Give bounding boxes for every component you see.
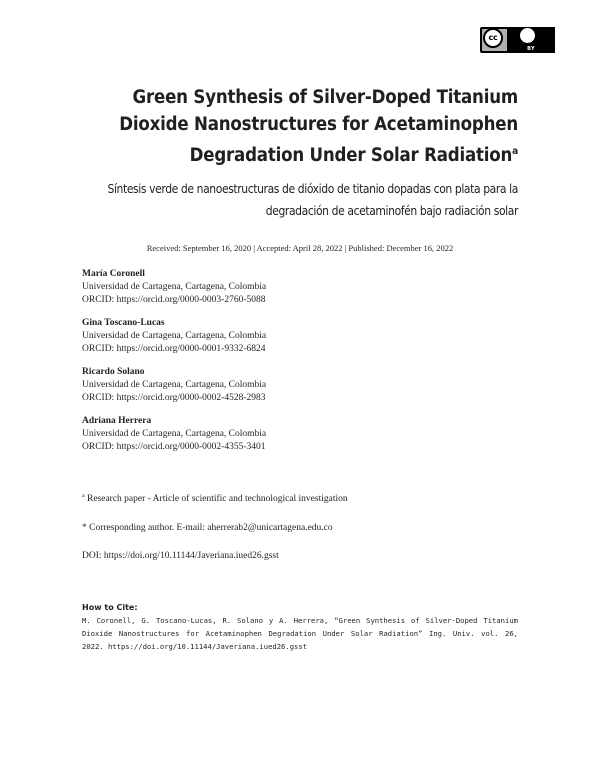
author-block — [82, 268, 522, 307]
author-affiliation: Universidad de Cartagena, Cartagena, Colombia — [82, 429, 267, 439]
publication-dates: Received: September 16, 2020 | Accepted: April 28, 2022 | Published: December 16, 2022 — [146, 243, 454, 253]
creative-commons-icon: cc — [483, 28, 503, 48]
citation-text: M. Coronell, G. Toscano-Lucas, R. Solano y A. Herrera, “Green Synthesis of Silver-Doped Titanium Dioxide Nanostructures for Acetaminophen Degradation Under Solar Radiation” Ing. Univ. vol. 26, 2022. https://doi.org/10.11144/Javeriana.iued26.gsst — [82, 616, 518, 651]
how-to-cite — [82, 601, 518, 653]
author-affiliation: Universidad de Cartagena, Cartagena, Colombia — [82, 282, 267, 292]
paper-subtitle-spanish: Síntesis verde de nanoestructuras de dióxido de titanio dopadas con plata para la degradación de acetaminofén bajo radiación solar — [107, 182, 518, 218]
author-block — [82, 415, 522, 454]
author-list — [82, 268, 522, 464]
author-name: Ricardo Solano — [82, 367, 145, 377]
cc-by-license-badge — [480, 27, 555, 53]
corresponding-author-note: * Corresponding author. E-mail: aherrerab2@unicartagena.edu.co — [82, 523, 333, 533]
author-name: Gina Toscano-Lucas — [82, 318, 165, 328]
title-footnote-marker: a — [512, 146, 518, 157]
attribution-area — [507, 27, 555, 53]
doi-link[interactable]: DOI: https://doi.org/10.11144/Javeriana.iued26.gsst — [82, 551, 279, 561]
research-type-note: ª Research paper - Article of scientific and technological investigation — [82, 494, 348, 504]
author-block — [82, 366, 522, 405]
author-orcid[interactable]: ORCID: https://orcid.org/0000-0002-4528-2983 — [82, 393, 266, 403]
author-orcid[interactable]: ORCID: https://orcid.org/0000-0002-4355-3401 — [82, 442, 266, 452]
author-orcid[interactable]: ORCID: https://orcid.org/0000-0001-9332-6824 — [82, 344, 266, 354]
author-block — [82, 317, 522, 356]
attribution-person-icon — [520, 28, 535, 43]
author-name: María Coronell — [82, 269, 145, 279]
by-label: BY — [527, 46, 535, 52]
author-name: Adriana Herrera — [82, 416, 152, 426]
paper-title-text: Green Synthesis of Silver-Doped Titanium Dioxide Nanostructures for Acetaminophen Degradation Under Solar Radiation — [119, 87, 518, 166]
how-to-cite-heading: How to Cite: — [82, 603, 138, 612]
author-orcid[interactable]: ORCID: https://orcid.org/0000-0003-2760-5088 — [82, 295, 266, 305]
author-affiliation: Universidad de Cartagena, Cartagena, Colombia — [82, 331, 267, 341]
paper-title — [98, 84, 518, 169]
author-affiliation: Universidad de Cartagena, Cartagena, Colombia — [82, 380, 267, 390]
